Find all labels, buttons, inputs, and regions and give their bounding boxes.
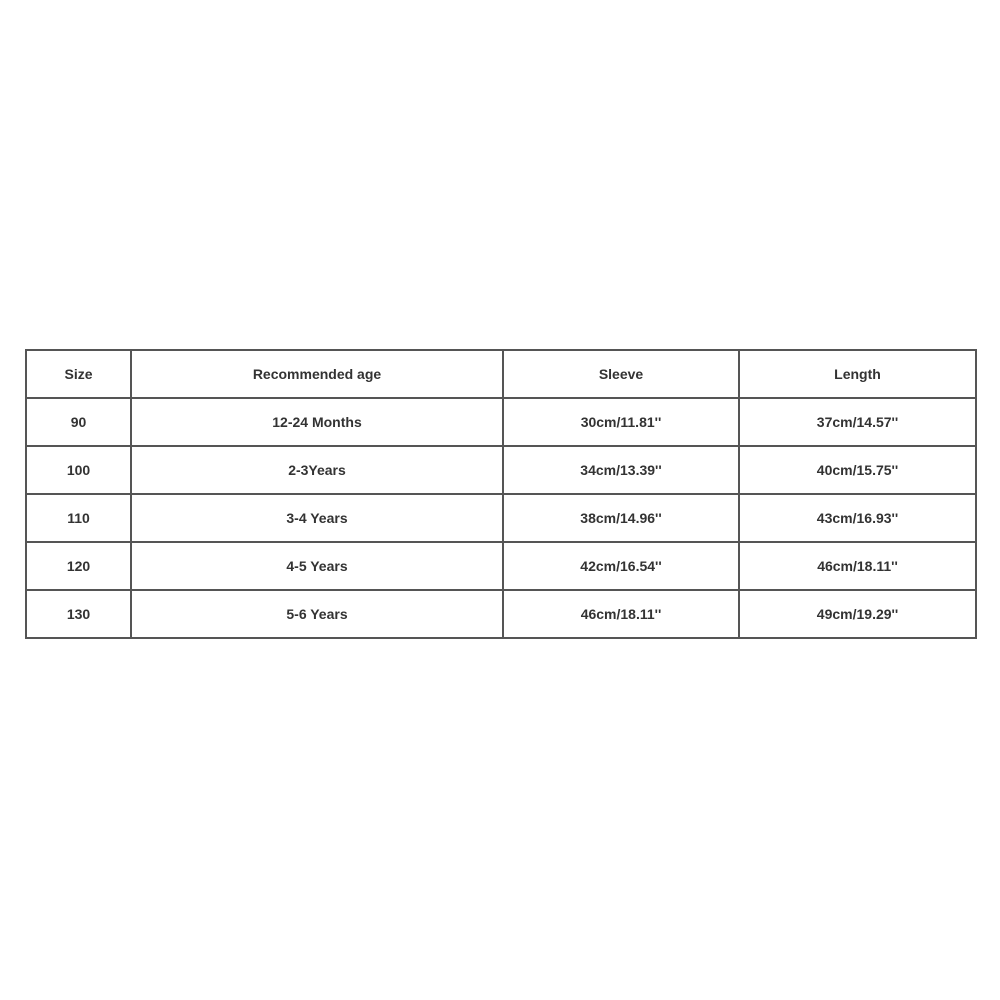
cell-length: 37cm/14.57'' <box>739 398 976 446</box>
cell-size: 110 <box>26 494 131 542</box>
cell-length: 40cm/15.75'' <box>739 446 976 494</box>
table-row <box>26 398 976 446</box>
header-recommended-age: Recommended age <box>131 350 503 398</box>
cell-length: 46cm/18.11'' <box>739 542 976 590</box>
cell-sleeve: 30cm/11.81'' <box>503 398 739 446</box>
cell-length: 43cm/16.93'' <box>739 494 976 542</box>
cell-sleeve: 38cm/14.96'' <box>503 494 739 542</box>
header-sleeve: Sleeve <box>503 350 739 398</box>
size-chart-table <box>25 349 977 639</box>
header-length: Length <box>739 350 976 398</box>
header-size: Size <box>26 350 131 398</box>
table-row <box>26 494 976 542</box>
cell-recommended-age: 3-4 Years <box>131 494 503 542</box>
cell-sleeve: 46cm/18.11'' <box>503 590 739 638</box>
cell-recommended-age: 4-5 Years <box>131 542 503 590</box>
cell-size: 90 <box>26 398 131 446</box>
cell-size: 130 <box>26 590 131 638</box>
cell-size: 120 <box>26 542 131 590</box>
cell-length: 49cm/19.29'' <box>739 590 976 638</box>
table-row <box>26 542 976 590</box>
table-row <box>26 590 976 638</box>
table-header-row <box>26 350 976 398</box>
cell-size: 100 <box>26 446 131 494</box>
cell-recommended-age: 12-24 Months <box>131 398 503 446</box>
cell-recommended-age: 2-3Years <box>131 446 503 494</box>
table-row <box>26 446 976 494</box>
cell-sleeve: 34cm/13.39'' <box>503 446 739 494</box>
cell-sleeve: 42cm/16.54'' <box>503 542 739 590</box>
cell-recommended-age: 5-6 Years <box>131 590 503 638</box>
